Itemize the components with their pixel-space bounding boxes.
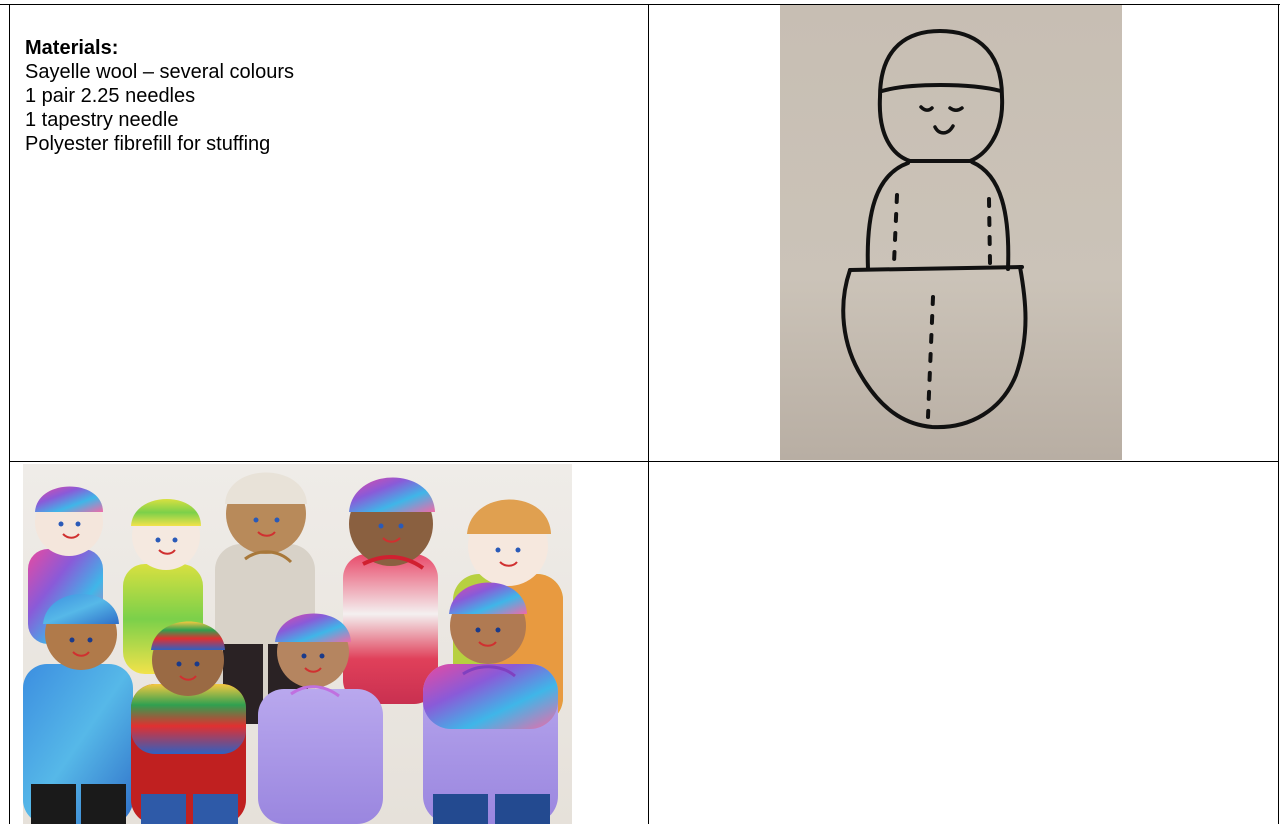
materials-cell [25,36,294,156]
materials-item: Sayelle wool – several colours [25,61,295,83]
table-divider-horizontal [9,461,1279,462]
table-divider-vertical [648,4,649,824]
knitted-dolls-photo [23,464,572,824]
table-border-left [9,4,10,824]
doll-sketch-image [780,5,1122,460]
materials-item: Polyester fibrefill for stuffing [25,133,271,155]
table-border-right [1278,4,1279,824]
materials-item: 1 tapestry needle [25,109,179,131]
materials-heading: Materials: [25,37,119,59]
materials-item: 1 pair 2.25 needles [25,85,196,107]
